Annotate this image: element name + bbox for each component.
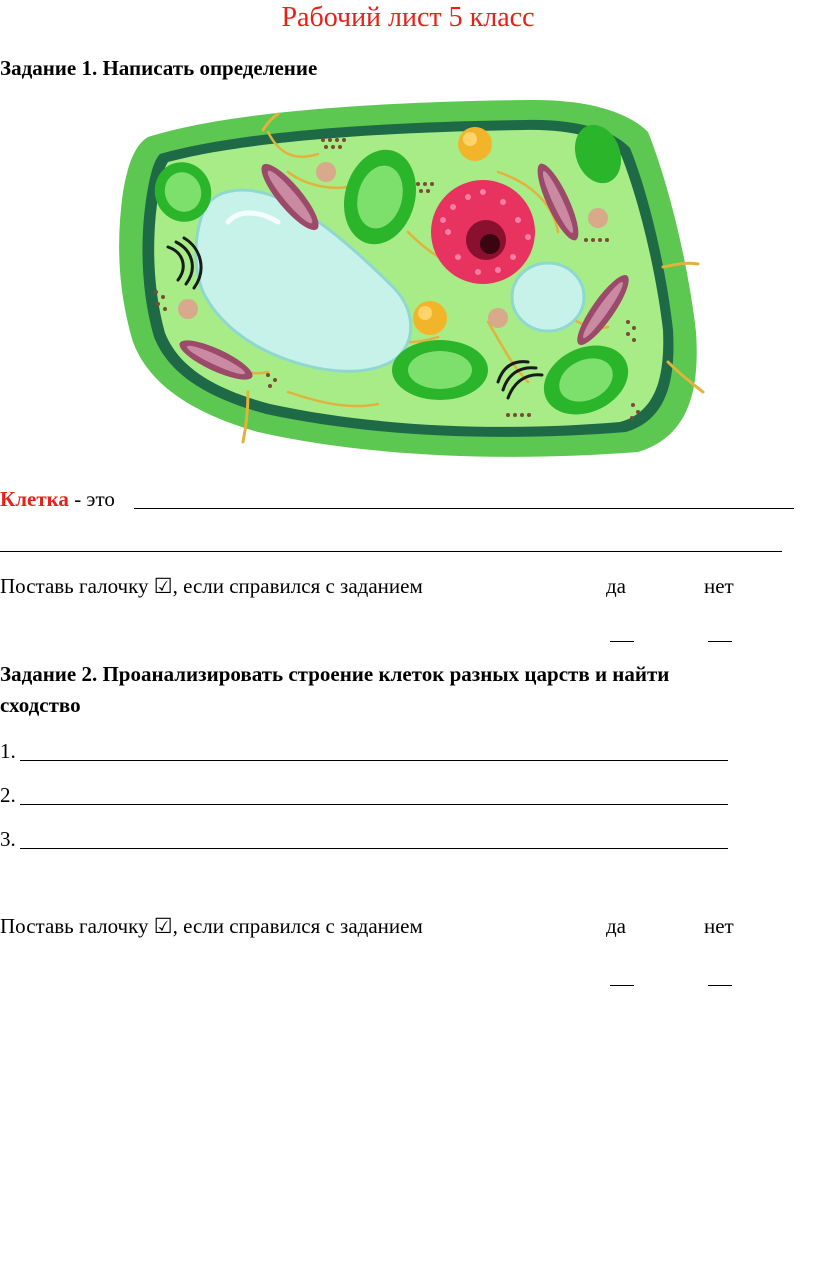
answer-item-2-label: 2. [0, 783, 16, 807]
small-vacuole [512, 263, 584, 331]
answer-line-1[interactable] [134, 508, 794, 509]
no-label-2: нет [704, 914, 734, 938]
answer-item-1-line[interactable] [20, 760, 728, 761]
page-title: Рабочий лист 5 класс [281, 2, 535, 33]
term-cell: Клетка [0, 487, 69, 511]
task2-heading-line2: сходство [0, 693, 81, 717]
yes-checkbox-1[interactable] [610, 641, 634, 642]
task2-heading-line1: Задание 2. Проанализировать строение клеток разных царств и найти [0, 662, 670, 686]
no-checkbox-2[interactable] [708, 985, 732, 986]
definition-prompt [0, 487, 115, 512]
yes-label-2: да [606, 914, 627, 938]
yes-checkbox-2[interactable] [610, 985, 634, 986]
no-checkbox-1[interactable] [708, 641, 732, 642]
task1-heading: Задание 1. Написать определение [0, 56, 318, 80]
answer-line-2[interactable] [0, 551, 782, 552]
answer-item-2-line[interactable] [20, 804, 728, 805]
term-rest: - это [68, 487, 115, 511]
check-prompt-1: Поставь галочку ☑, если справился с заданием [0, 574, 423, 598]
answer-item-3-label: 3. [0, 827, 16, 851]
plant-cell-illustration [108, 92, 708, 462]
answer-item-3-line[interactable] [20, 848, 728, 849]
check-prompt-2: Поставь галочку ☑, если справился с заданием [0, 914, 423, 938]
yes-label-1: да [606, 574, 627, 598]
no-label-1: нет [704, 574, 734, 598]
answer-item-1-label: 1. [0, 739, 16, 763]
